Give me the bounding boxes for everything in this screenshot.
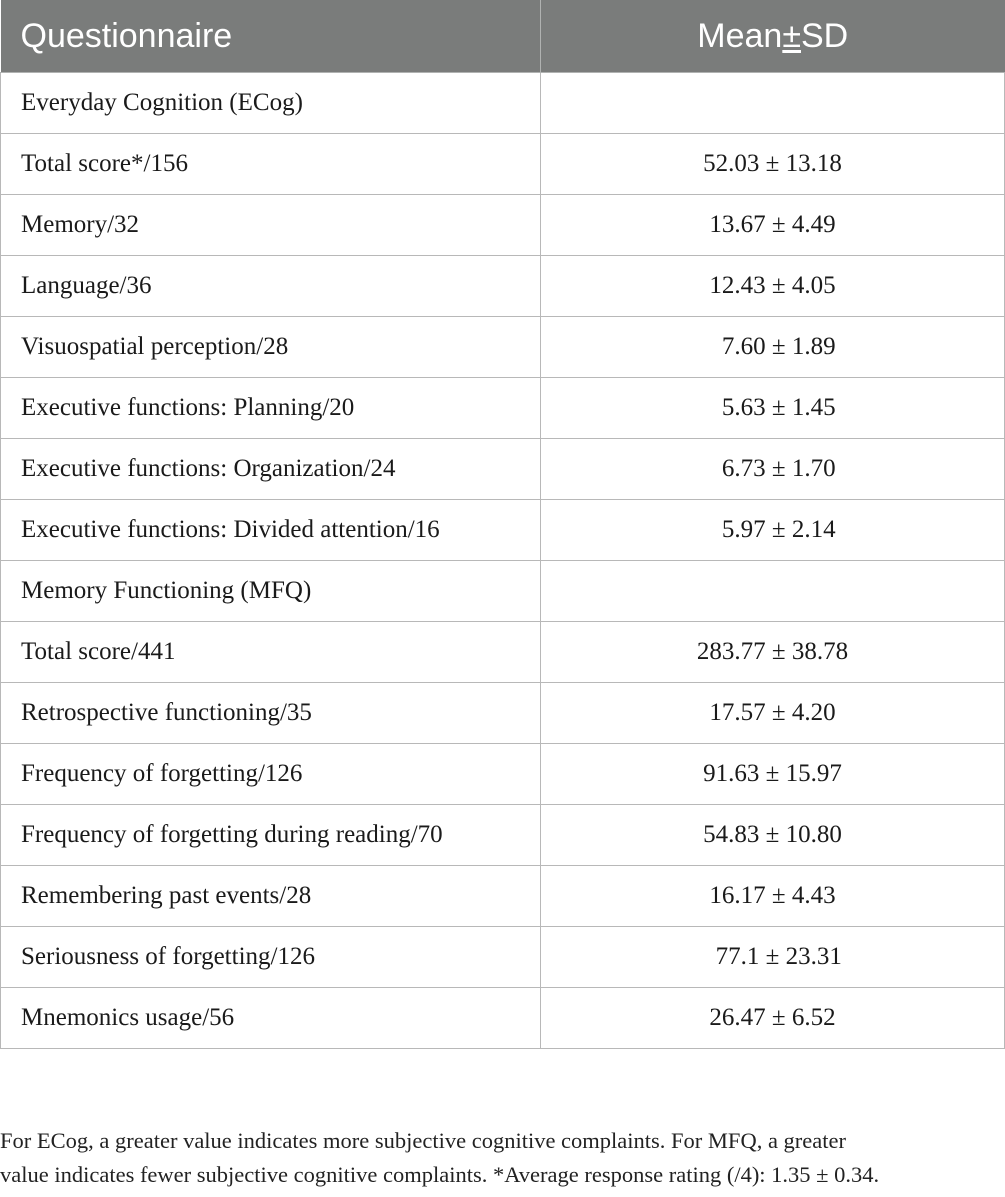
row-value: 17.57 ± 4.20 (541, 683, 1005, 744)
table-row (1, 317, 1005, 378)
row-label: Language/36 (1, 256, 541, 317)
row-label: Total score*/156 (1, 134, 541, 195)
table-row (1, 195, 1005, 256)
row-label: Memory/32 (1, 195, 541, 256)
table-row (1, 256, 1005, 317)
table-row (1, 622, 1005, 683)
row-value: 5.97 ± 2.14 (541, 500, 1005, 561)
row-label: Retrospective functioning/35 (1, 683, 541, 744)
table-footnote (0, 1124, 1000, 1192)
row-label: Frequency of forgetting during reading/70 (1, 805, 541, 866)
row-value: 52.03 ± 13.18 (541, 134, 1005, 195)
row-value (541, 561, 1005, 622)
row-value: 91.63 ± 15.97 (541, 744, 1005, 805)
row-value: 5.63 ± 1.45 (541, 378, 1005, 439)
table-row (1, 805, 1005, 866)
row-value: 6.73 ± 1.70 (541, 439, 1005, 500)
row-value: 13.67 ± 4.49 (541, 195, 1005, 256)
header-plus-minus: ± (782, 16, 801, 55)
row-value: 12.43 ± 4.05 (541, 256, 1005, 317)
table-row (1, 683, 1005, 744)
header-mean-text: Mean (697, 16, 783, 55)
table-row (1, 378, 1005, 439)
row-value: 7.60 ± 1.89 (541, 317, 1005, 378)
row-label: Executive functions: Divided attention/16 (1, 500, 541, 561)
header-sd-text: SD (801, 16, 849, 55)
table-row (1, 439, 1005, 500)
header-mean-sd (541, 0, 1005, 73)
table-row (1, 744, 1005, 805)
footnote-line-1: For ECog, a greater value indicates more subjective cognitive complaints. For MFQ, a greater (0, 1128, 847, 1153)
row-label: Executive functions: Planning/20 (1, 378, 541, 439)
table-row (1, 500, 1005, 561)
footnote-line-2: value indicates fewer subjective cognitive complaints. *Average response rating (/4): 1.35 ± 0.34. (0, 1162, 880, 1187)
row-value: 77.1 ± 23.31 (541, 927, 1005, 988)
row-label: Executive functions: Organization/24 (1, 439, 541, 500)
row-value: 54.83 ± 10.80 (541, 805, 1005, 866)
row-label: Frequency of forgetting/126 (1, 744, 541, 805)
table-row (1, 927, 1005, 988)
table-row (1, 561, 1005, 622)
row-label: Visuospatial perception/28 (1, 317, 541, 378)
row-value (541, 73, 1005, 134)
row-value: 16.17 ± 4.43 (541, 866, 1005, 927)
table-row (1, 134, 1005, 195)
row-label: Mnemonics usage/56 (1, 988, 541, 1049)
table-row (1, 988, 1005, 1049)
table-header-row (1, 0, 1005, 73)
row-label: Seriousness of forgetting/126 (1, 927, 541, 988)
row-label: Remembering past events/28 (1, 866, 541, 927)
header-questionnaire: Questionnaire (1, 0, 541, 73)
table-row (1, 866, 1005, 927)
table-row (1, 73, 1005, 134)
row-label: Memory Functioning (MFQ) (1, 561, 541, 622)
row-value: 283.77 ± 38.78 (541, 622, 1005, 683)
row-label: Everyday Cognition (ECog) (1, 73, 541, 134)
row-value: 26.47 ± 6.52 (541, 988, 1005, 1049)
row-label: Total score/441 (1, 622, 541, 683)
